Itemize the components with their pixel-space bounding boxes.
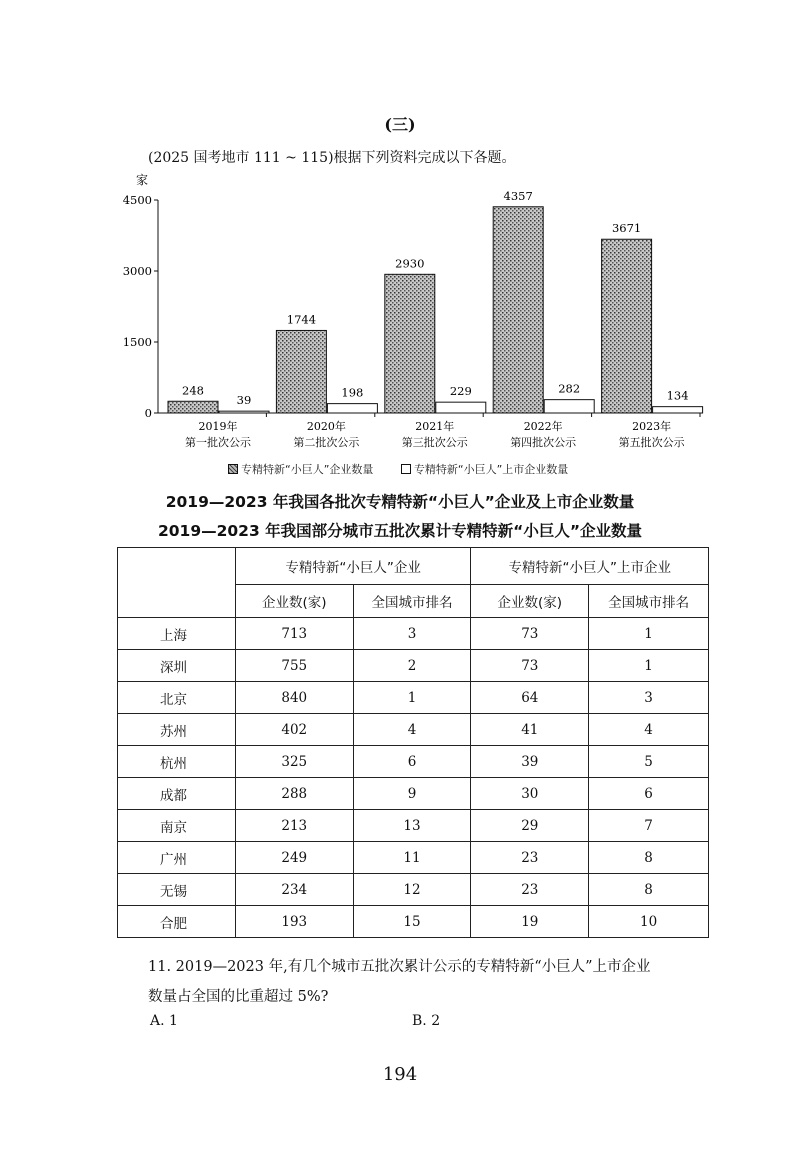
table-row	[118, 618, 709, 650]
option-b[interactable]: B. 2	[412, 1013, 441, 1029]
table-cell: 19	[471, 906, 589, 938]
table-row	[118, 714, 709, 746]
bar-listed	[219, 411, 269, 413]
bar-listed	[544, 400, 594, 413]
data-label-listed: 229	[449, 384, 472, 399]
y-tick-label: 4500	[122, 193, 152, 207]
table-cell: 234	[235, 874, 353, 906]
table-cell: 29	[471, 810, 589, 842]
chart-legend	[228, 461, 592, 477]
table-cell: 193	[235, 906, 353, 938]
table-cell: 8	[589, 842, 709, 874]
data-label-listed: 134	[666, 388, 689, 403]
data-label-enterprises: 3671	[611, 221, 642, 236]
page-number: 194	[382, 1064, 418, 1085]
table-cell: 1	[353, 682, 471, 714]
x-tick-label-year: 2022年	[523, 420, 563, 433]
chart-title: 2019—2023 年我国各批次专精特新“小巨人”企业及上市企业数量	[165, 493, 635, 511]
table-cell: 2	[353, 650, 471, 682]
subheader-listed-rank: 全国城市排名	[589, 585, 709, 618]
table-row	[118, 746, 709, 778]
x-tick-label-batch: 第一批次公示	[185, 436, 251, 449]
bar-enterprises	[602, 239, 652, 413]
table-cell: 6	[353, 746, 471, 778]
corner-cell	[118, 548, 236, 618]
table-cell: 288	[235, 778, 353, 810]
table-cell: 15	[353, 906, 471, 938]
section-number: (三)	[384, 115, 416, 134]
table-cell: 11	[353, 842, 471, 874]
table-cell: 30	[471, 778, 589, 810]
city-name: 合肥	[118, 906, 236, 938]
city-name: 广州	[118, 842, 236, 874]
city-name: 南京	[118, 810, 236, 842]
x-tick-label-year: 2021年	[415, 420, 455, 433]
table-cell: 12	[353, 874, 471, 906]
table-cell: 10	[589, 906, 709, 938]
bar-listed	[327, 404, 377, 413]
table-caption: 2019—2023 年我国部分城市五批次累计专精特新“小巨人”企业数量	[157, 522, 643, 540]
table-cell: 3	[353, 618, 471, 650]
table-cell: 6	[589, 778, 709, 810]
city-name: 北京	[118, 682, 236, 714]
table-cell: 5	[589, 746, 709, 778]
table-row	[118, 778, 709, 810]
table-cell: 41	[471, 714, 589, 746]
bar-listed	[653, 407, 703, 413]
x-tick-label-batch: 第三批次公示	[401, 436, 468, 449]
data-label-enterprises: 2930	[395, 256, 425, 271]
table-header-row	[118, 548, 709, 585]
table-cell: 13	[353, 810, 471, 842]
table-cell: 325	[235, 746, 353, 778]
question-line-2: 数量占全国的比重超过 5%?	[148, 989, 329, 1005]
table-row	[118, 842, 709, 874]
x-tick-label-batch: 第二批次公示	[293, 436, 360, 449]
table-cell: 1	[589, 650, 709, 682]
city-name: 无锡	[118, 874, 236, 906]
bar-enterprises	[385, 274, 435, 413]
group-header-enterprises: 专精特新“小巨人”企业	[235, 548, 471, 585]
option-a[interactable]: A. 1	[150, 1013, 178, 1029]
legend-swatch-white	[401, 464, 411, 474]
table-row	[118, 650, 709, 682]
data-label-enterprises: 1744	[286, 312, 317, 327]
table-row	[118, 874, 709, 906]
table-cell: 23	[471, 842, 589, 874]
bar-chart	[110, 168, 710, 458]
city-name: 上海	[118, 618, 236, 650]
table-cell: 73	[471, 650, 589, 682]
table-row	[118, 906, 709, 938]
table-cell: 840	[235, 682, 353, 714]
subheader-rank: 全国城市排名	[353, 585, 471, 618]
table-cell: 23	[471, 874, 589, 906]
x-tick-label-year: 2019年	[198, 420, 238, 433]
data-label-listed: 198	[341, 385, 364, 400]
table-cell: 4	[589, 714, 709, 746]
table-cell: 73	[471, 618, 589, 650]
legend-label-listed: 专精特新“小巨人”上市企业数量	[413, 463, 569, 476]
table-cell: 213	[235, 810, 353, 842]
data-label-listed: 39	[236, 393, 252, 408]
y-tick-label: 1500	[122, 335, 152, 349]
y-tick-label: 0	[144, 406, 152, 420]
table-cell: 4	[353, 714, 471, 746]
city-table	[117, 547, 709, 938]
group-header-listed: 专精特新“小巨人”上市企业	[471, 548, 709, 585]
table-cell: 7	[589, 810, 709, 842]
city-name: 苏州	[118, 714, 236, 746]
x-tick-label-batch: 第五批次公示	[618, 436, 685, 449]
y-tick-label: 3000	[122, 264, 152, 278]
table-cell: 755	[235, 650, 353, 682]
table-row	[118, 682, 709, 714]
table-cell: 402	[235, 714, 353, 746]
table-cell: 8	[589, 874, 709, 906]
data-label-enterprises: 4357	[503, 188, 533, 203]
table-cell: 1	[589, 618, 709, 650]
bar-listed	[436, 402, 486, 413]
subheader-count: 企业数(家)	[235, 585, 353, 618]
bar-enterprises	[168, 401, 218, 413]
bar-enterprises	[493, 207, 543, 413]
table-cell: 64	[471, 682, 589, 714]
x-tick-label-year: 2023年	[632, 420, 672, 433]
table-cell: 9	[353, 778, 471, 810]
table-cell: 3	[589, 682, 709, 714]
x-tick-label-batch: 第四批次公示	[510, 436, 577, 449]
legend-label-enterprises: 专精特新“小巨人”企业数量	[241, 463, 374, 476]
bar-enterprises	[276, 330, 326, 413]
city-name: 深圳	[118, 650, 236, 682]
city-name: 成都	[118, 778, 236, 810]
legend-item-listed	[401, 463, 568, 476]
data-label-enterprises: 248	[182, 383, 204, 398]
x-tick-label-year: 2020年	[306, 420, 346, 433]
legend-swatch-dotted	[228, 464, 238, 474]
intro-text: (2025 国考地市 111 ~ 115)根据下列资料完成以下各题。	[148, 150, 516, 166]
table-row	[118, 810, 709, 842]
question-line-1: 11. 2019—2023 年,有几个城市五批次累计公示的专精特新“小巨人”上市企业	[148, 959, 651, 975]
table-cell: 249	[235, 842, 353, 874]
data-label-listed: 282	[558, 381, 581, 396]
legend-item-enterprises	[228, 463, 373, 476]
table-cell: 713	[235, 618, 353, 650]
y-axis-unit: 家	[136, 173, 149, 187]
city-name: 杭州	[118, 746, 236, 778]
table-cell: 39	[471, 746, 589, 778]
subheader-listed-count: 企业数(家)	[471, 585, 589, 618]
